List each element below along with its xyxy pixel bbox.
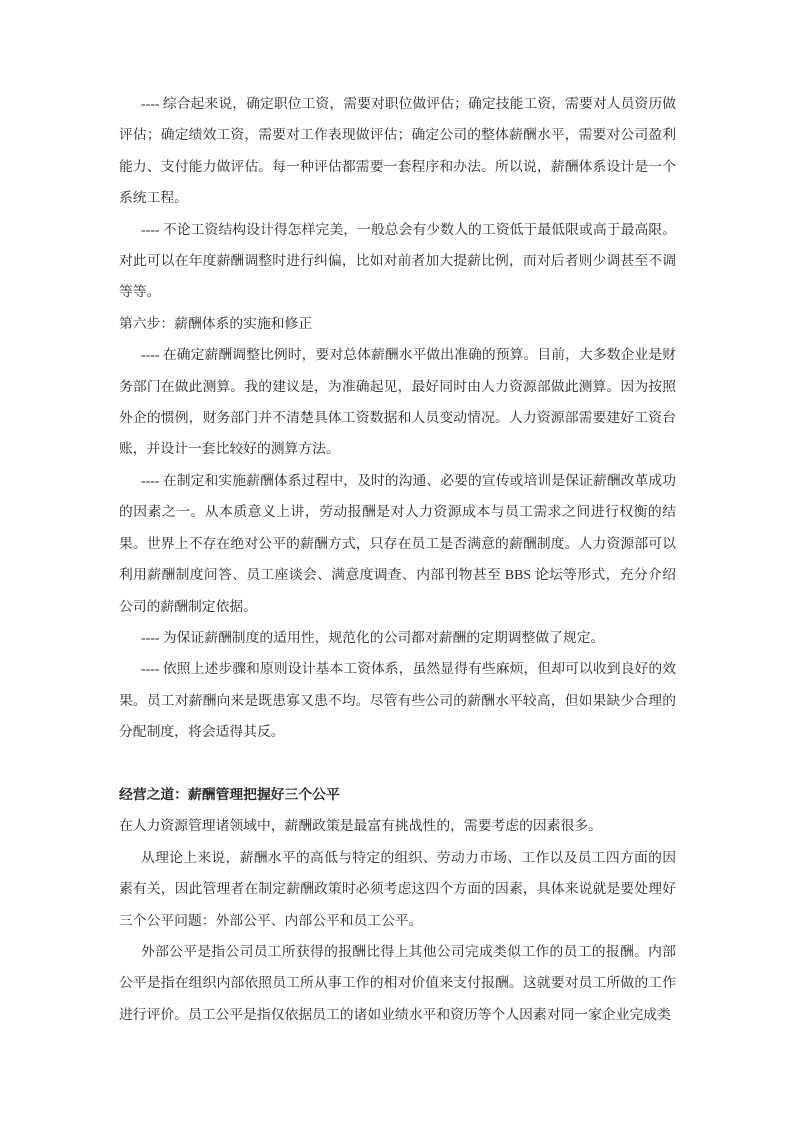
paragraph: 从理论上来说，薪酬水平的高低与特定的组织、劳动力市场、工作以及员工四方面的因素有关，因此管理者在制定薪酬政策时必须考虑这四个方面的因素，具体来说就是要处理好三个公平问题：外部公平、内部公平和员工公平。 [119,849,676,928]
paragraph: ---- 不论工资结构设计得怎样完美，一般总会有少数人的工资低于最低限或高于最高限。对此可以在年度薪酬调整时进行纠偏，比如对前者加大提薪比例，而对后者则少调甚至不调等等。 [119,221,676,300]
paragraph: ---- 在确定薪酬调整比例时，要对总体薪酬水平做出准确的预算。目前，大多数企业是财务部门在做此测算。我的建议是，为准确起见，最好同时由人力资源部做此测算。因为按照外企的惯例，财务部门并不清楚具体工资数据和人员变动情况。人力资源部需要建好工资台账，并设计一套比较好的测算方法。 [119,347,676,457]
paragraph: 外部公平是指公司员工所获得的报酬比得上其他公司完成类似工作的员工的报酬。内部公平是指在组织内部依照员工所从事工作的相对价值来支付报酬。这就要对员工所做的工作进行评价。员工公平是指仅依据员工的诸如业绩水平和资历等个人因素对同一家企业完成类 [119,943,676,1022]
paragraph: 在人力资源管理诸领域中，薪酬政策是最富有挑战性的，需要考虑的因素很多。 [119,818,602,834]
section-heading: 经营之道：薪酬管理把握好三个公平 [119,786,340,802]
paragraph: ---- 在制定和实施薪酬体系过程中，及时的沟通、必要的宣传或培训是保证薪酬改革成功的因素之一。从本质意义上讲，劳动报酬是对人力资源成本与员工需求之间进行权衡的结果。世界上不存在绝对公平的薪酬方式，只存在员工是否满意的薪酬制度。人力资源部可以利用薪酬制度问答、员工座谈会、满意度调查、内部刊物甚至 BBS 论坛等形式，充分介绍公司的薪酬制定依据。 [119,472,676,614]
paragraph: ---- 为保证薪酬制度的适用性，规范化的公司都对薪酬的定期调整做了规定。 [141,629,605,645]
document-content [119,88,676,1030]
paragraph: ---- 依照上述步骤和原则设计基本工资体系，虽然显得有些麻烦，但却可以收到良好的效果。员工对薪酬向来是既患寡又患不均。尽管有些公司的薪酬水平较高，但如果缺少合理的分配制度，将会适得其反。 [119,661,676,740]
paragraph: ---- 综合起来说，确定职位工资，需要对职位做评估；确定技能工资，需要对人员资历做评估；确定绩效工资，需要对工作表现做评估；确定公司的整体薪酬水平，需要对公司盈利能力、支付能力做评估。每一种评估都需要一套程序和办法。所以说，薪酬体系设计是一个系统工程。 [119,96,676,206]
step-heading: 第六步：薪酬体系的实施和修正 [119,315,313,331]
